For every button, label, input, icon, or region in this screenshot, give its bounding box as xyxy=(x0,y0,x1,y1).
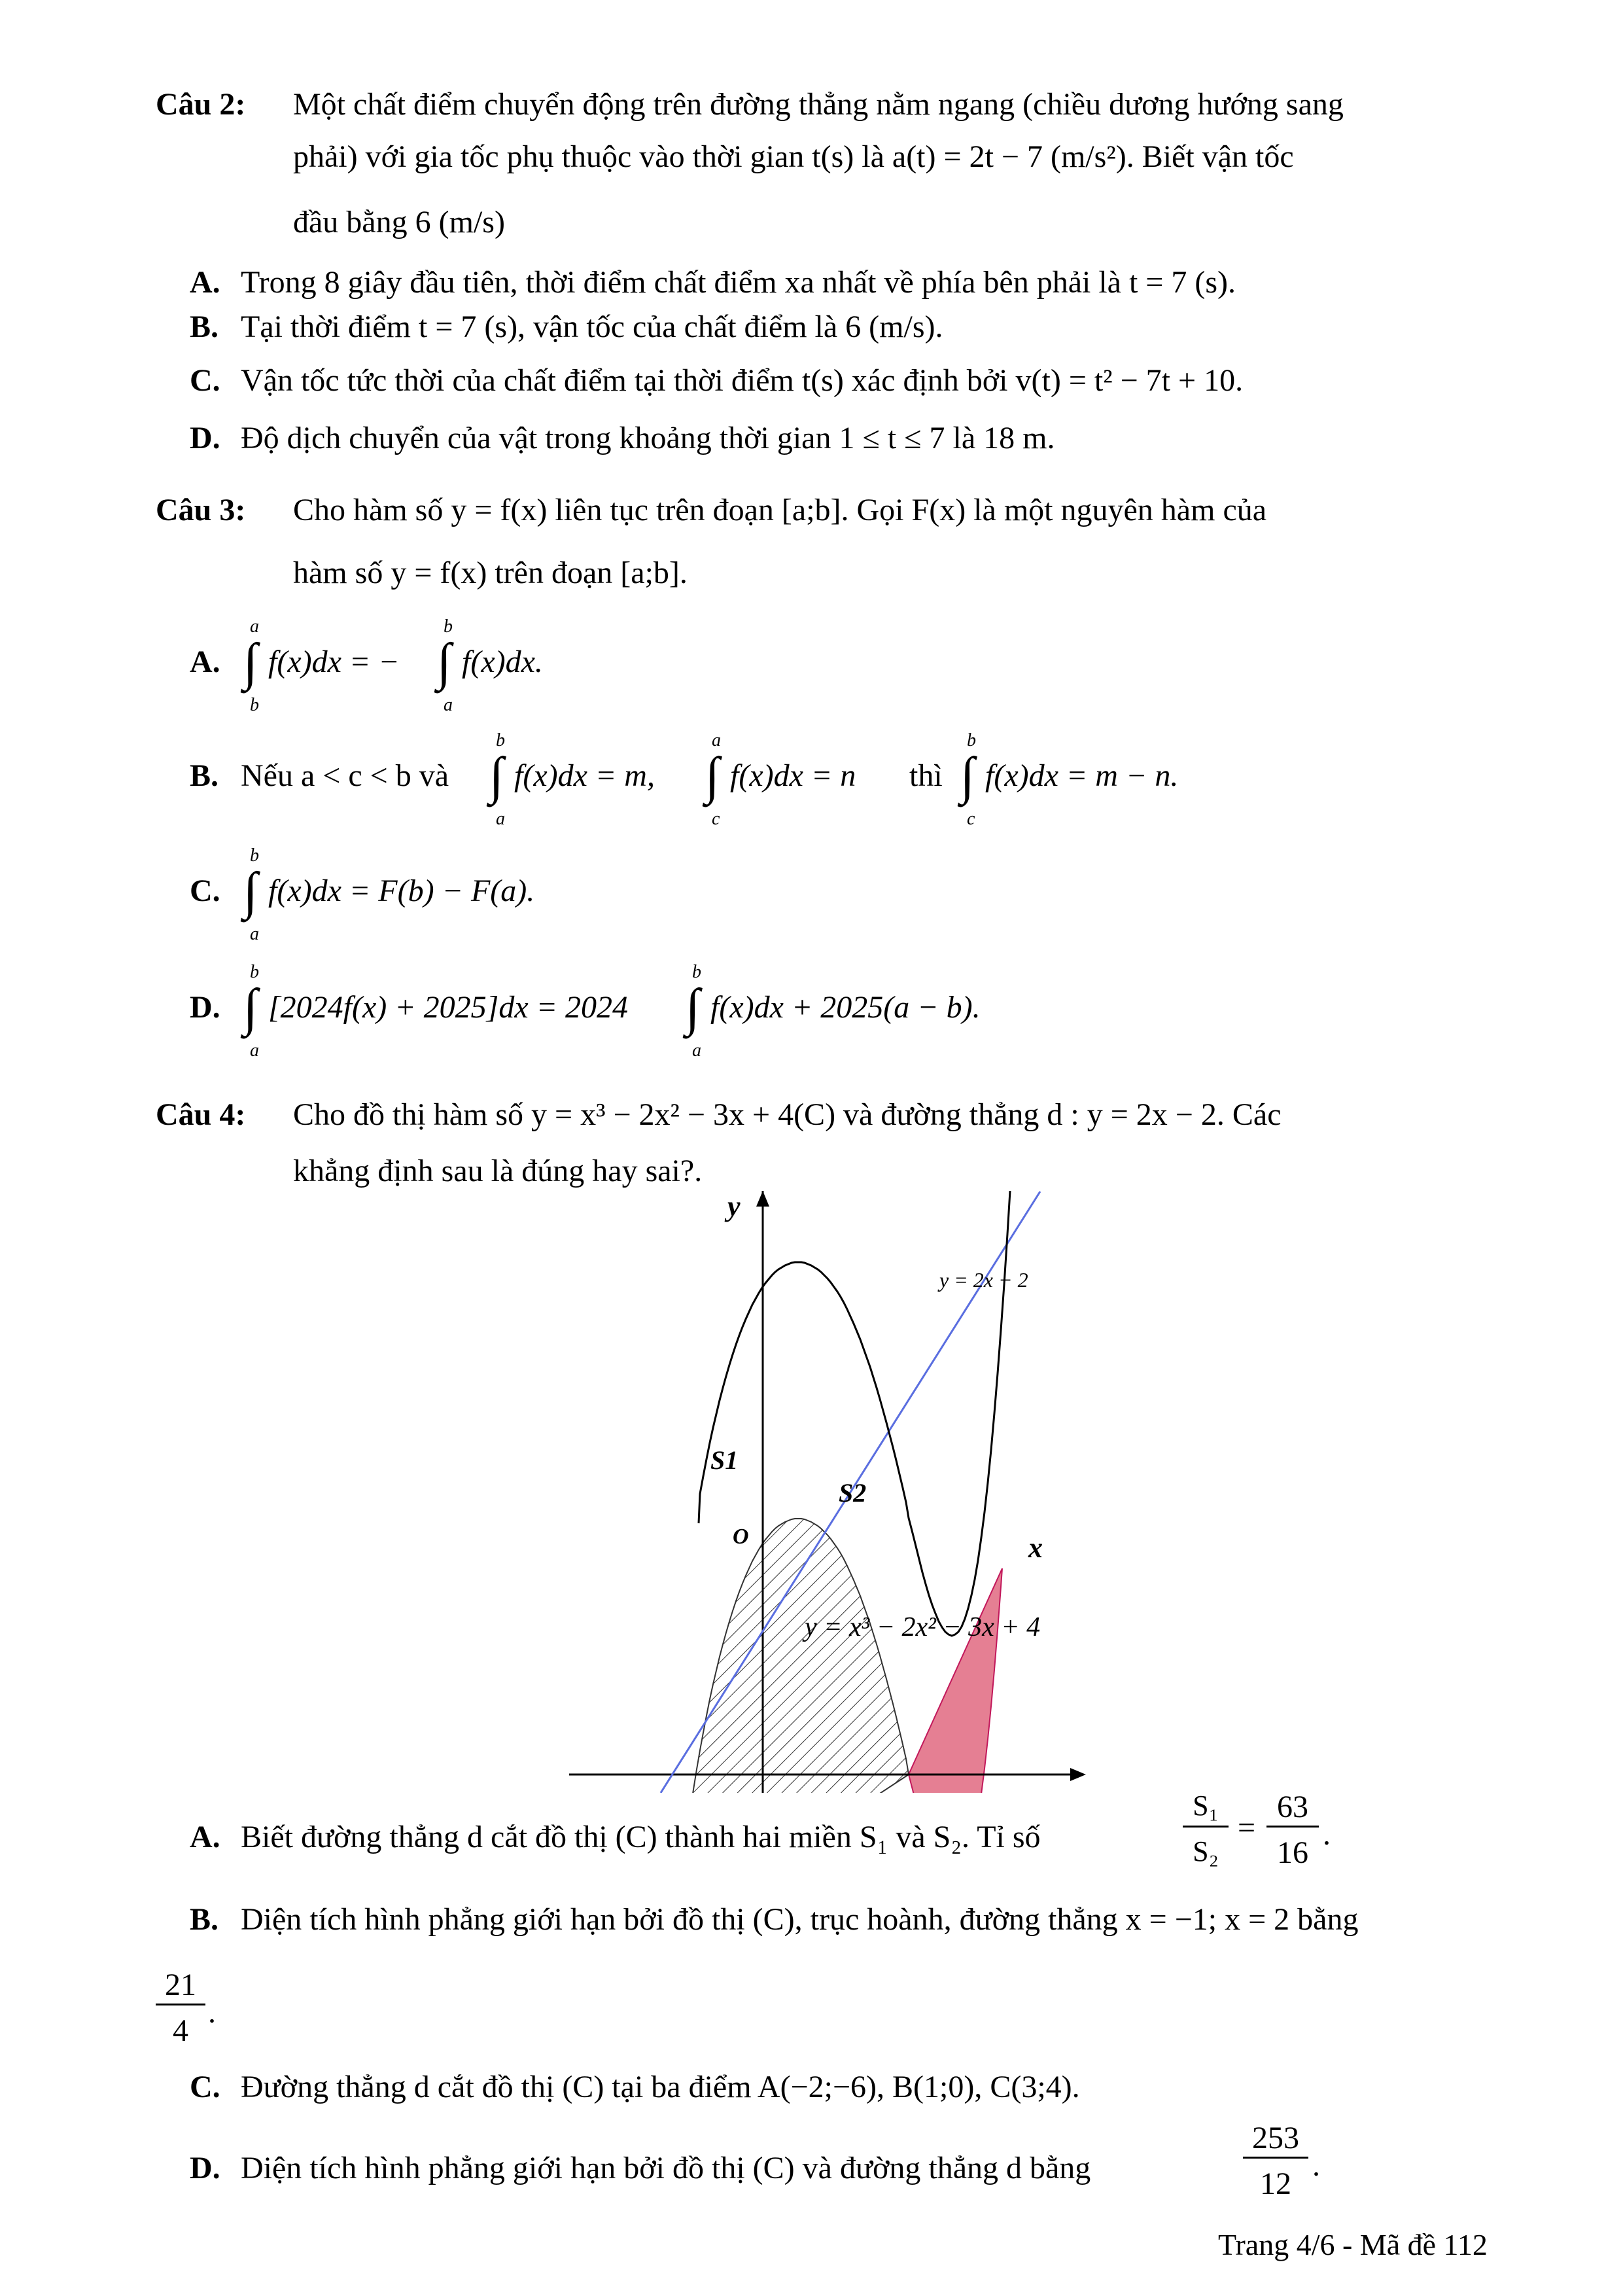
integral-sign-icon: ∫ xyxy=(243,862,258,920)
q3-stem-line2: hàm số y = f(x) trên đoạn [a;b]. xyxy=(293,556,688,590)
q2-optC-label: C. xyxy=(190,363,220,398)
q3-optD-int2-lower: a xyxy=(692,1040,701,1061)
q4-optC-text: Đường thẳng d cắt đồ thị (C) tại ba điểm A(−2;−6), B(1;0), C(3;4). xyxy=(241,2070,1080,2104)
q4-optB-den: 4 xyxy=(173,2013,188,2048)
page-footer: Trang 4/6 - Mã đề 112 xyxy=(1218,2228,1488,2261)
integral-sign-icon: ∫ xyxy=(489,747,504,805)
fraction-bar xyxy=(1266,1826,1319,1828)
q2-stem-line1: Một chất điểm chuyển động trên đường thẳng nằm ngang (chiều dương hướng sang xyxy=(293,87,1344,122)
period: . xyxy=(1323,1817,1331,1852)
q4-optB-text: Diện tích hình phẳng giới hạn bởi đồ thị (C), trục hoành, đường thẳng x = −1; x = 2 bằng xyxy=(241,1902,1359,1937)
integral-sign-icon: ∫ xyxy=(243,979,258,1036)
q3-optB-int3-upper: b xyxy=(967,730,976,751)
graph-s1-label: S1 xyxy=(710,1445,739,1475)
q3-optC-label: C. xyxy=(190,874,220,908)
q4-optA-ratio-den: S₂ xyxy=(1193,1835,1219,1867)
fraction-bar xyxy=(1183,1826,1229,1828)
integral-sign-icon: ∫ xyxy=(686,979,700,1036)
fraction-bar xyxy=(1243,2157,1308,2159)
q3-optB-term3: f(x)dx = m − n. xyxy=(985,758,1179,793)
graph-curve-label: y = x³ − 2x² − 3x + 4 xyxy=(805,1612,1041,1642)
fraction-bar xyxy=(156,2004,205,2005)
q4-optC-label: C. xyxy=(190,2070,220,2104)
q2-optC: Vận tốc tức thời của chất điểm tại thời điểm t(s) xác định bởi v(t) = t² − 7t + 10. xyxy=(241,363,1244,398)
q4-optA-label: A. xyxy=(190,1820,220,1854)
q3-optD-right: f(x)dx + 2025(a − b). xyxy=(710,990,981,1025)
q3-optB-int2-lower: c xyxy=(712,809,720,829)
integral-sign-icon: ∫ xyxy=(243,633,258,691)
integral-sign-icon: ∫ xyxy=(437,633,451,691)
q3-optC-upper: b xyxy=(250,845,259,866)
q3-optB-prefix: Nếu a < c < b và xyxy=(241,758,449,793)
q2-optA-label: A. xyxy=(190,265,220,300)
q3-optC: f(x)dx = F(b) − F(a). xyxy=(268,874,535,908)
q3-optB-term2: f(x)dx = n xyxy=(730,758,856,793)
q3-optC-lower: a xyxy=(250,924,259,944)
q3-optB-int1-upper: b xyxy=(496,730,505,751)
q3-optD-int1-upper: b xyxy=(250,962,259,982)
q4-optA-equals: = xyxy=(1238,1810,1256,1845)
q4-label: Câu 4: xyxy=(156,1097,246,1132)
curve-c xyxy=(699,1191,1023,1636)
q3-optD-int2-upper: b xyxy=(692,962,701,982)
graph-origin-label: O xyxy=(733,1525,749,1549)
q4-optD-text: Diện tích hình phẳng giới hạn bởi đồ thị (C) và đường thẳng d bằng xyxy=(241,2151,1091,2185)
q3-optB-label: B. xyxy=(190,758,219,793)
integral-sign-icon: ∫ xyxy=(705,747,720,805)
period: . xyxy=(208,1995,216,2030)
q3-optD-int1-lower: a xyxy=(250,1040,259,1061)
q3-optA-int2-lower: a xyxy=(444,695,453,715)
q3-optD-label: D. xyxy=(190,990,220,1025)
q2-stem-line3: đầu bằng 6 (m/s) xyxy=(293,205,505,239)
q3-optB-int3-lower: c xyxy=(967,809,975,829)
q3-optA-right: f(x)dx. xyxy=(462,645,543,679)
q3-optA-int1-upper: a xyxy=(250,616,259,637)
q2-label: Câu 2: xyxy=(156,87,246,122)
q4-optB-num: 21 xyxy=(165,1968,196,2002)
q2-optB-label: B. xyxy=(190,309,219,344)
q2-optA: Trong 8 giây đầu tiên, thời điểm chất điểm xa nhất về phía bên phải là t = 7 (s). xyxy=(241,265,1236,300)
q2-optB: Tại thời điểm t = 7 (s), vận tốc của chất điểm là 6 (m/s). xyxy=(241,309,943,344)
q4-optD-den: 12 xyxy=(1260,2166,1291,2201)
q4-stem-line2: khẳng định sau là đúng hay sai?. xyxy=(293,1154,703,1188)
period: . xyxy=(1312,2148,1320,2183)
q3-optA-left: f(x)dx = − xyxy=(268,645,400,679)
q3-optB-term1: f(x)dx = m, xyxy=(514,758,655,793)
q3-optA-int2-upper: b xyxy=(444,616,453,637)
q3-label: Câu 3: xyxy=(156,493,246,527)
q4-optA-ratio-num: S₁ xyxy=(1193,1790,1219,1822)
q4-optA-text: Biết đường thẳng d cắt đồ thị (C) thành hai miền S₁ và S₂. Tỉ số xyxy=(241,1820,1041,1854)
q3-optA-label: A. xyxy=(190,645,220,679)
graph-s2-label: S2 xyxy=(839,1478,867,1508)
q3-optA-int1-lower: b xyxy=(250,695,259,715)
graph-y-label: y xyxy=(727,1190,741,1222)
q2-stem-line2: phải) với gia tốc phụ thuộc vào thời gian t(s) là a(t) = 2t − 7 (m/s²). Biết vận tốc xyxy=(293,139,1294,174)
graph-x-label: x xyxy=(1028,1532,1043,1564)
q4-optD-label: D. xyxy=(190,2151,220,2185)
q3-optB-int2-upper: a xyxy=(712,730,721,751)
graph-line-label: y = 2x − 2 xyxy=(939,1268,1028,1292)
q4-optA-val-den: 16 xyxy=(1277,1835,1308,1870)
integral-sign-icon: ∫ xyxy=(960,747,975,805)
q3-optD-left: [2024f(x) + 2025]dx = 2024 xyxy=(268,990,629,1025)
q3-optB-then: thì xyxy=(909,758,943,793)
q3-stem-line1: Cho hàm số y = f(x) liên tục trên đoạn [a;b]. Gọi F(x) là một nguyên hàm của xyxy=(293,493,1267,527)
q4-optB-label: B. xyxy=(190,1902,219,1937)
q4-stem-line1: Cho đồ thị hàm số y = x³ − 2x² − 3x + 4(C) và đường thẳng d : y = 2x − 2. Các xyxy=(293,1097,1282,1132)
q2-optD: Độ dịch chuyển của vật trong khoảng thời gian 1 ≤ t ≤ 7 là 18 m. xyxy=(241,421,1055,455)
q4-optA-val-num: 63 xyxy=(1277,1790,1308,1824)
q4-optD-num: 253 xyxy=(1252,2121,1299,2155)
q3-optB-int1-lower: a xyxy=(496,809,505,829)
q2-optD-label: D. xyxy=(190,421,220,455)
